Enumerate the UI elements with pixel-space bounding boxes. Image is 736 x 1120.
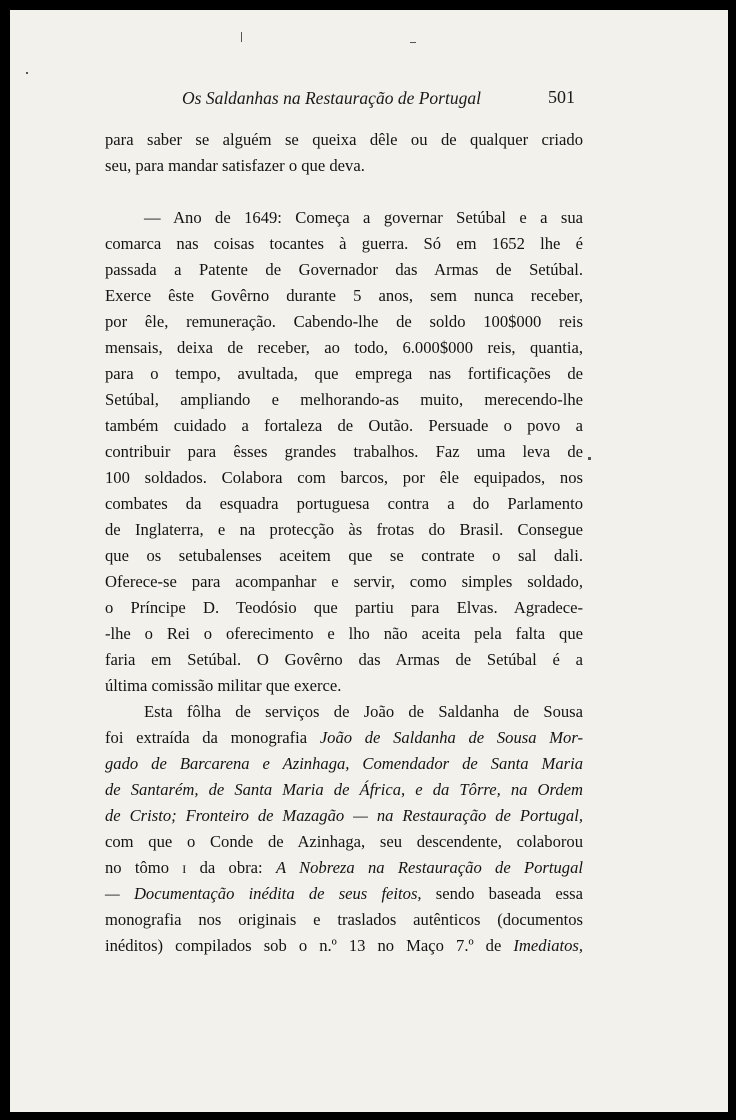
text-line xyxy=(105,855,583,881)
italic-title-run: — Documentação inédita de seus feitos, xyxy=(105,884,422,903)
text-run: no tômo xyxy=(105,858,183,877)
text-line: mensais, deixa de receber, ao todo, 6.000$000 reis, quantia, xyxy=(105,338,583,357)
text-line: seu, para mandar satisfazer o que deva. xyxy=(105,156,365,175)
text-line: contribuir para êsses grandes trabalhos. Faz uma leva de xyxy=(105,442,583,461)
text-line: Esta fôlha de serviços de João de Saldanha de Sousa xyxy=(144,702,583,721)
text-line: também cuidado a fortaleza de Outão. Persuade o povo a xyxy=(105,416,583,435)
text-line: 100 soldados. Colabora com barcos, por êle equipados, nos xyxy=(105,468,583,487)
text-line: última comissão militar que exerce. xyxy=(105,676,342,695)
running-title: Os Saldanhas na Restauração de Portugal xyxy=(182,88,481,108)
text-line: para o tempo, avultada, que emprega nas fortificações de xyxy=(105,364,583,383)
text-line: monografia nos originais e traslados autênticos (documentos xyxy=(105,910,583,929)
text-line: passada a Patente de Governador das Armas de Setúbal. xyxy=(105,260,583,279)
text-run: — na xyxy=(344,806,403,825)
text-line: por êle, remuneração. Cabendo-lhe de soldo 100$000 reis xyxy=(105,312,583,331)
page-number: 501 xyxy=(548,87,575,107)
text-line: com que o Conde de Azinhaga, seu descendente, colaborou xyxy=(105,832,583,851)
text-line: -lhe o Rei o oferecimento e lho não aceita pela falta que xyxy=(105,624,583,643)
text-line: — Ano de 1649: Começa a governar Setúbal e a sua xyxy=(144,208,583,227)
text-run: da obra: xyxy=(186,858,276,877)
text-line: para saber se alguém se queixa dêle ou de qualquer criado xyxy=(105,130,583,149)
italic-title-run: da Tôrre, na Ordem xyxy=(422,780,584,799)
italic-title-run: A Nobreza na Restauração de Portugal xyxy=(275,858,583,877)
book-page xyxy=(10,10,728,1112)
text-line xyxy=(105,803,583,829)
text-line: combates da esquadra portuguesa contra a do Parlamento xyxy=(105,494,583,513)
text-line xyxy=(105,777,583,803)
text-line: o Príncipe D. Teodósio que partiu para Elvas. Agradece- xyxy=(105,598,583,617)
text-line: faria em Setúbal. O Govêrno das Armas de Setúbal é a xyxy=(105,650,583,669)
body-text xyxy=(105,127,583,959)
italic-title-line: gado de Barcarena e Azinhaga, Comendador de Santa Maria xyxy=(105,754,583,773)
text-line xyxy=(105,933,583,959)
text-run: sendo baseada essa xyxy=(421,884,583,903)
scan-speck xyxy=(588,457,591,460)
roman-numeral: I xyxy=(182,862,187,876)
scan-speck xyxy=(241,32,242,42)
italic-title-run: de Santarém, de Santa Maria de África, xyxy=(105,780,416,799)
text-line: Exerce êste Govêrno durante 5 anos, sem nunca receber, xyxy=(105,286,583,305)
page-header xyxy=(10,88,728,112)
text-line: Setúbal, ampliando e melhorando-as muito, merecendo-lhe xyxy=(105,390,583,409)
text-line xyxy=(105,881,583,907)
text-line: comarca nas coisas tocantes à guerra. Só em 1652 lhe é xyxy=(105,234,583,253)
paragraph-gap xyxy=(105,179,583,205)
italic-title-run: Imediatos, xyxy=(513,936,583,955)
italic-title-run: de Cristo; Fronteiro de Mazagão xyxy=(105,806,345,825)
scan-speck xyxy=(26,72,28,74)
text-line xyxy=(105,725,583,751)
italic-title-run: João de Saldanha de Sousa Mor- xyxy=(319,728,583,747)
text-run: inéditos) compilados sob o n.º 13 no Maço 7.º de xyxy=(105,936,514,955)
text-line: Oferece-se para acompanhar e servir, como simples soldado, xyxy=(105,572,583,591)
text-run: foi extraída da monografia xyxy=(105,728,320,747)
text-line: de Inglaterra, e na protecção às frotas do Brasil. Consegue xyxy=(105,520,583,539)
italic-title-run: Restauração de Portugal, xyxy=(402,806,583,825)
scan-speck xyxy=(410,42,416,43)
text-line: que os setubalenses aceitem que se contrate o sal dali. xyxy=(105,546,583,565)
italic-title-run: e xyxy=(415,780,423,799)
